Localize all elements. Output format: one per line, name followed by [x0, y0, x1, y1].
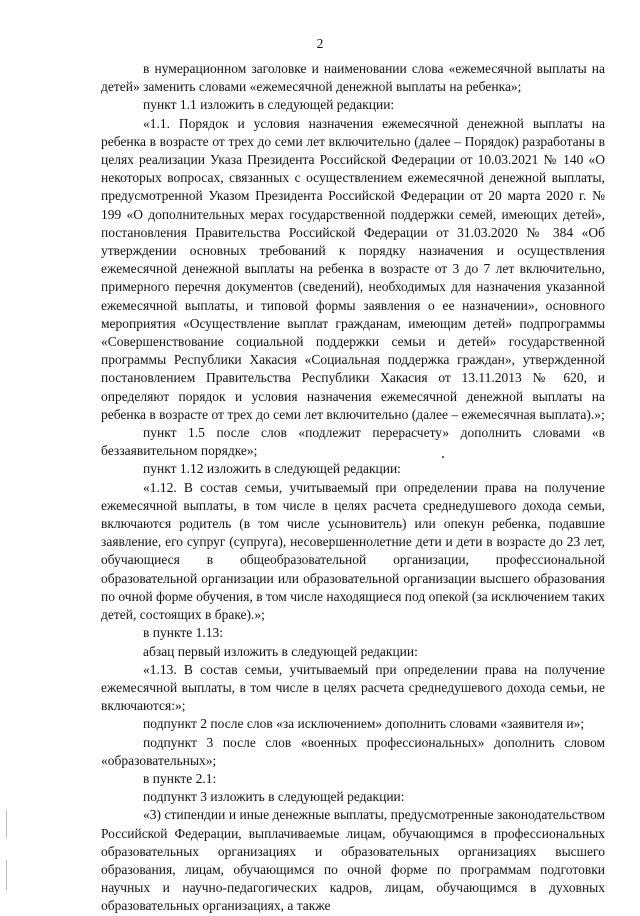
paragraph-subitem-3: подпункт 3 после слов «военных профессиональных» дополнить словом «образовательных»; [101, 734, 605, 768]
paragraph-item-2-1-intro: в пункте 2.1: [143, 770, 217, 786]
paragraph-item-1-13-intro: в пункте 1.13: [143, 625, 223, 641]
paragraph-subitem-3-intro: подпункт 3 изложить в следующей редакции: [143, 789, 405, 805]
paragraph-heading-replacement: в нумерационном заголовке и наименовании слова «ежемесячной выплаты на детей» заменить словами «ежемесячной денежной выплаты на ребенка»; [101, 61, 605, 95]
paragraph-item-1-1-text: «1.1. Порядок и условия назначения ежемесячной денежной выплаты на ребенка в возрасте от трех до семи лет включительно (далее – Порядок) разработаны в целях реализации Указа Президента Российской Федерации от 10.03.2021 № 140 «О некоторых вопросах, связанных с осуществлением ежемесячной денежной выплаты, предусмотренной Указом Президента Российской Федерации от 20 марта 2020 г. № 199 «О дополнительных мерах государственной поддержки семей, имеющих детей», постановления Правительства Российской Федерации от 31.03.2020 № 384 «Об утверждении основных требований к порядку назначения и осуществления ежемесячной денежной выплаты на ребенка в возрасте от 3 до 7 лет включительно, примерного перечня документов (сведений), необходимых для назначения указанной ежемесячной выплаты, и типовой формы заявления о ее назначении», основного мероприятия «Осуществление выплат гражданам, имеющим детей» подпрограммы «Совершенствование социальной поддержки семьи и детей» государственной программы Республики Хакасия «Социальная поддержка граждан», утвержденной постановлением Правительства Республики Хакасия от 13.11.2013 № 620, и определяют порядок и условия назначения ежемесячной денежной выплаты на ребенка в возрасте от трех до семи лет включительно (далее – ежемесячная выплата).»; [101, 115, 605, 422]
paragraph-item-1-5: пункт 1.5 после слов «подлежит перерасчету» дополнить словами «в беззаявительном порядке»; [101, 425, 605, 459]
scan-dot [442, 456, 444, 458]
paragraph-item-1-13-text: «1.13. В состав семьи, учитываемый при определении права на получение ежемесячной выплаты, в том числе в целях расчета среднедушевого дохода семьи, не включаются:»; [101, 661, 605, 714]
scan-edge-mark [6, 860, 7, 890]
paragraph-subitem-2: подпункт 2 после слов «за исключением» дополнить словами «заявителя и»; [143, 716, 585, 732]
paragraph-item-1-12-intro: пункт 1.12 изложить в следующей редакции: [143, 461, 401, 477]
paragraph-item-1-12-text: «1.12. В состав семьи, учитываемый при определении права на получение ежемесячной выплаты, в том числе в целях расчета среднедушевого дохода семьи, включаются родитель (в том числе усыновитель) или опекун ребенка, подавшие заявление, его супруг (супруга), несовершеннолетние дети и дети в возрасте до 23 лет, обучающиеся в общеобразовательной организации, профессиональной образовательной организации или образовательной организации высшего образования по очной форме обучения, в том числе находящиеся под опекой (за исключением таких детей, состоящих в браке).»; [101, 479, 605, 623]
scan-edge-mark [6, 810, 7, 838]
paragraph-item-1-13-first-paragraph: абзац первый изложить в следующей редакции: [143, 643, 418, 659]
page-number: 2 [316, 36, 324, 51]
paragraph-item-1-1-intro: пункт 1.1 изложить в следующей редакции: [143, 97, 395, 113]
document-body [101, 60, 605, 916]
paragraph-subitem-3-text: «3) стипендии и иные денежные выплаты, предусмотренные законодательством Российской Федерации, выплачиваемые лицам, обучающимся в профессиональных образовательных организациях и образовательных организациях высшего образования, лицам, обучающимся по очной форме по программам подготовки научных и научно-педагогических кадров, лицам, обучающимся в духовных образовательных организациях, а также [101, 807, 605, 914]
